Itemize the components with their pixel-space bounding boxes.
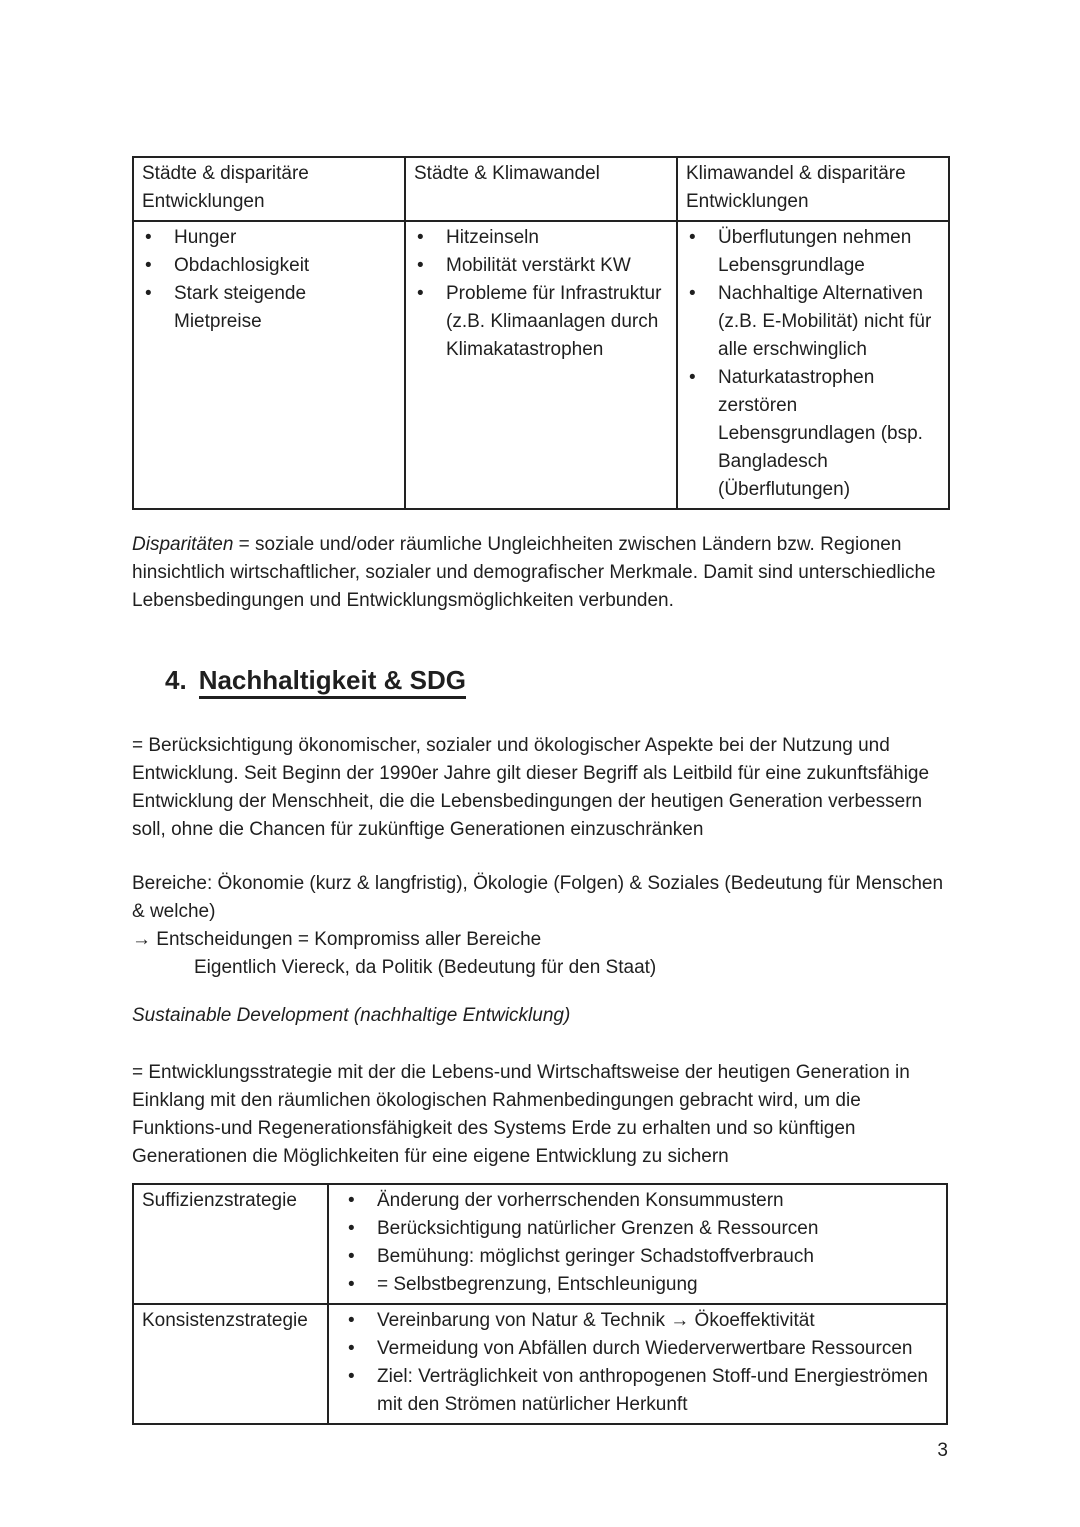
- list-item: • Vermeidung von Abfällen durch Wiederverwertbare Ressourcen: [347, 1335, 938, 1363]
- bullet-list: [337, 1307, 938, 1419]
- table-cell-klimawandel-disparitaere: [677, 221, 949, 509]
- list-item: • Stark steigende Mietpreise: [144, 280, 396, 336]
- list-item: • = Selbstbegrenzung, Entschleunigung: [347, 1271, 938, 1299]
- bullet-list: [337, 1187, 938, 1299]
- section-title: Nachhaltigkeit & SDG: [199, 665, 466, 699]
- bullet-list: [414, 224, 668, 364]
- strategy-details-suffizienz: [328, 1184, 947, 1304]
- strategy-label-suffizienz: Suffizienzstrategie: [133, 1184, 328, 1304]
- disparitaeten-definition: [132, 531, 948, 615]
- list-item: • Mobilität verstärkt KW: [416, 252, 668, 280]
- list-item: • Hunger: [144, 224, 396, 252]
- section-number: 4.: [165, 665, 187, 695]
- strategies-table-row-konsistenz: [133, 1304, 947, 1424]
- list-item: • Naturkatastrophen zerstören Lebensgrundlagen (bsp. Bangladesch (Überflutungen): [688, 364, 940, 504]
- section-heading: [132, 665, 948, 699]
- list-item: • Änderung der vorherrschenden Konsummustern: [347, 1187, 938, 1215]
- list-item: • Bemühung: möglichst geringer Schadstoffverbrauch: [347, 1243, 938, 1271]
- list-item: • Obdachlosigkeit: [144, 252, 396, 280]
- bereiche-block: [132, 870, 948, 982]
- comparison-table-body-row: [133, 221, 949, 509]
- list-item: • Vereinbarung von Natur & Technik → Ökoeffektivität: [347, 1307, 938, 1335]
- disparitaeten-text: = soziale und/oder räumliche Ungleichheiten zwischen Ländern bzw. Regionen hinsichtlich wirtschaftlicher, sozialer und demografischer Merkmale. Damit sind unterschiedliche Lebensbedingungen und Entwicklungsmöglichkeiten verbunden.: [132, 534, 936, 611]
- indented-note-line: Eigentlich Viereck, da Politik (Bedeutung für den Staat): [194, 957, 657, 978]
- list-item: • Ziel: Verträglichkeit von anthropogenen Stoff-und Energieströmen mit den Strömen natürlicher Herkunft: [347, 1363, 938, 1419]
- strategy-label-konsistenz: Konsistenzstrategie: [133, 1304, 328, 1424]
- list-item: • Probleme für Infrastruktur (z.B. Klimaanlagen durch Klimakatastrophen: [416, 280, 668, 364]
- strategies-table-row-suffizienz: [133, 1184, 947, 1304]
- table-cell-staedte-klimawandel: [405, 221, 677, 509]
- table-header-klimawandel-disparitaere: Klimawandel & disparitäre Entwicklungen: [677, 157, 949, 221]
- table-header-staedte-klimawandel: Städte & Klimawandel: [405, 157, 677, 221]
- sdg-definition-paragraph: = Berücksichtigung ökonomischer, sozialer und ökologischer Aspekte bei der Nutzung und Entwicklung. Seit Beginn der 1990er Jahre gilt dieser Begriff als Leitbild für eine zukunftsfähige Entwicklung der Menschheit, die die Lebensbedingungen der heutigen Generation verbessern soll, ohne die Chancen für zukünftige Generationen einzuschränken: [132, 735, 930, 840]
- strategies-table: [132, 1183, 948, 1425]
- list-item: • Berücksichtigung natürlicher Grenzen & Ressourcen: [347, 1215, 938, 1243]
- disparitaeten-term: Disparitäten: [132, 534, 234, 555]
- table-header-staedte-disparitaere: Städte & disparitäre Entwicklungen: [133, 157, 405, 221]
- bullet-list: [686, 224, 940, 504]
- table-cell-staedte-disparitaere: [133, 221, 405, 509]
- comparison-table-header-row: [133, 157, 949, 221]
- bullet-list: [142, 224, 396, 336]
- sustainable-development-definition: = Entwicklungsstrategie mit der die Lebens-und Wirtschaftsweise der heutigen Generation in Einklang mit den räumlichen ökologischen Rahmenbedingungen gebracht wird, um die Funktions-und Regenerationsfähigkeit des Systems Erde zu erhalten und so künftigen Generationen die Möglichkeiten für eine eigene Entwicklung zu sichern: [132, 1062, 910, 1167]
- list-item: • Nachhaltige Alternativen (z.B. E-Mobilität) nicht für alle erschwinglich: [688, 280, 940, 364]
- comparison-table: [132, 156, 950, 510]
- arrow-conclusion-line: → Entscheidungen = Kompromiss aller Bereiche: [132, 929, 542, 950]
- list-item: • Hitzeinseln: [416, 224, 668, 252]
- strategy-details-konsistenz: [328, 1304, 947, 1424]
- list-item: • Überflutungen nehmen Lebensgrundlage: [688, 224, 940, 280]
- sustainable-development-subheading: Sustainable Development (nachhaltige Entwicklung): [132, 1005, 571, 1026]
- page-number: 3: [937, 1440, 948, 1461]
- bereiche-text: Bereiche: Ökonomie (kurz & langfristig), Ökologie (Folgen) & Soziales (Bedeutung für Menschen & welche): [132, 873, 944, 922]
